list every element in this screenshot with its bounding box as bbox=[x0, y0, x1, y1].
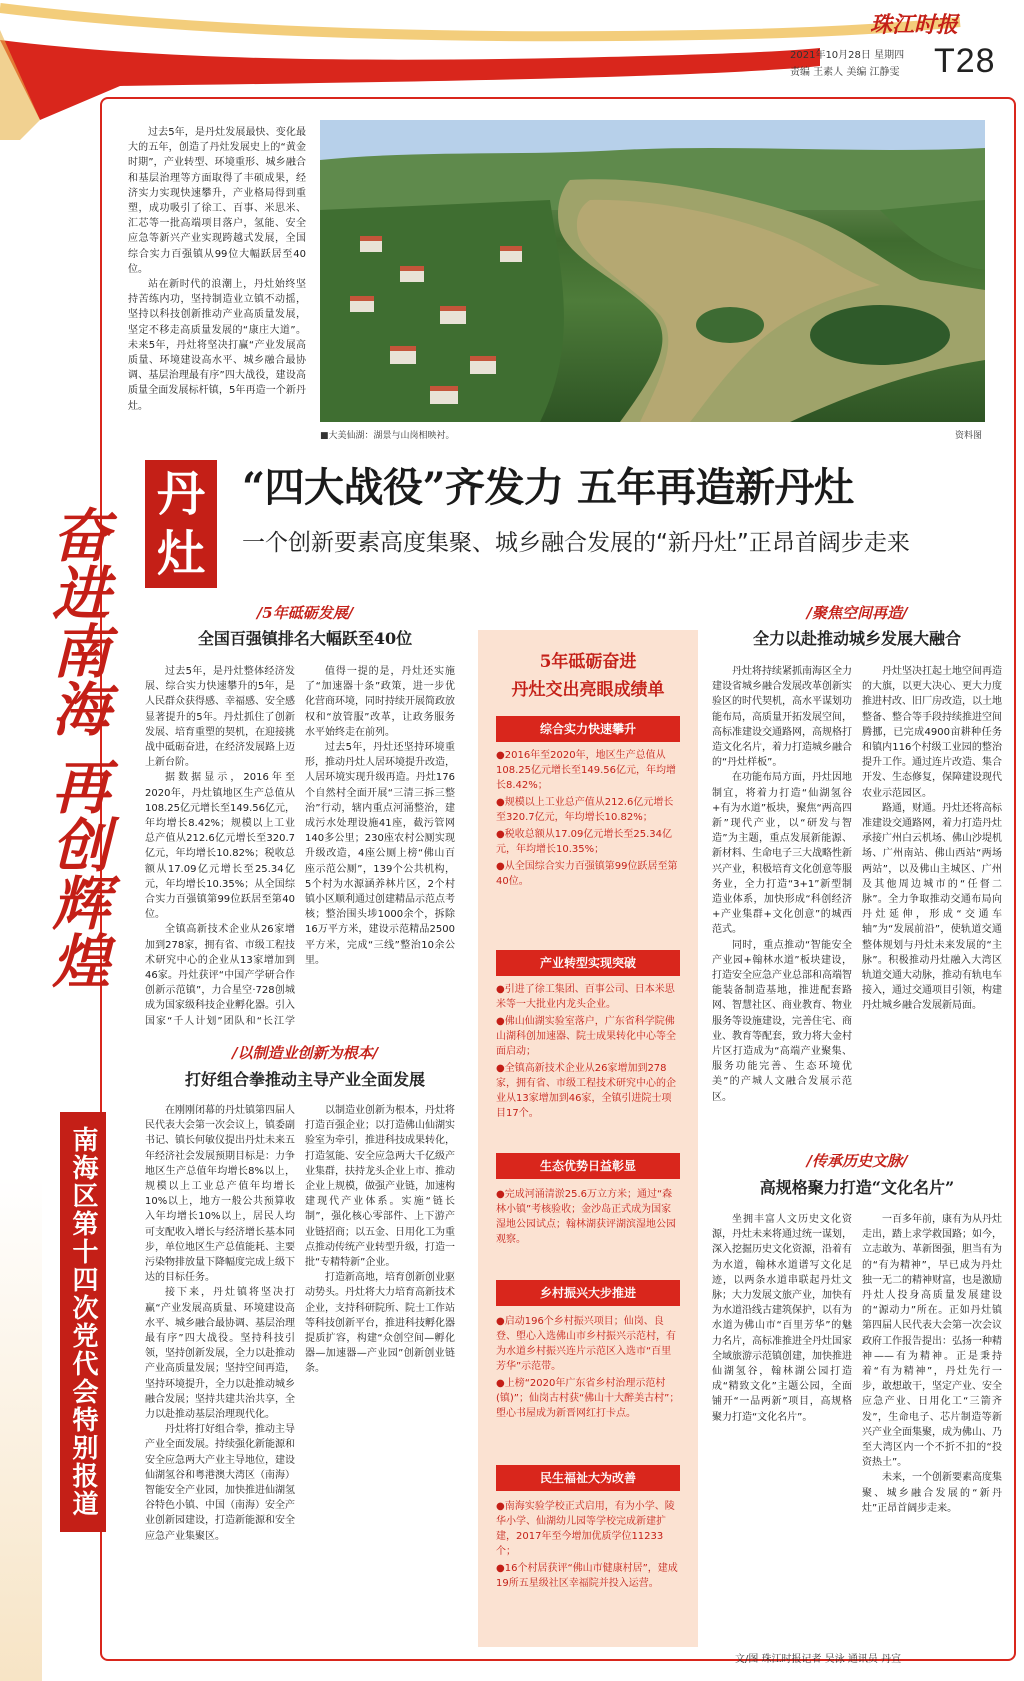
section2-column-right bbox=[305, 1103, 455, 1643]
special-report-banner: 南海区第十四次党代会特别报道 bbox=[60, 1112, 106, 1532]
section-title: 高规格聚力打造“文化名片” bbox=[759, 1178, 955, 1197]
paragraph: 在功能布局方面，丹灶因地制宜，将着力打造“仙湖氢谷+有为水道”板块，聚焦“两高四新”现代产业，以“研发与智造”为主题，重点发展新能源、新材料、生命电子三大战略性新兴产业，积极培育文化创意等服务业，全力打造“3+1”新型制造业体系，加快形成“科创经济+产业集群+文化创意”的城西范式。 bbox=[712, 772, 852, 936]
sidebar-item: ●从全国综合实力百强镇第99位跃居至第40位。 bbox=[496, 861, 678, 887]
paragraph: 一百多年前，康有为从丹灶走出，踏上求学救国路；如今，立志敢为、革新图强，胆当有为的“有为精神”，早已成为丹灶独一无二的精神财富，也是激励丹灶人投身高质量发展建设的“源动力”所在。正如丹灶镇第四届人民代表大会第一次会议政府工作报告提出：弘扬一种精神——有为精神。正是秉持着“有为精神”，丹灶先行一步，敢想敢干，坚定产业、安全应急产业、日用化工“三箭齐发”，生命电子、芯片制造等新兴产业全面集聚，成为佛山、乃至大湾区内一个不折不扣的“投资热土”。 bbox=[862, 1214, 1002, 1469]
intro-paragraph: 过去5年，是丹灶发展最快、变化最大的五年，创造了丹灶发展史上的“黄金时期”，产业转型、环境重形、城乡融合和基层治理等方面取得了丰硕成果，经济实力实现快速攀升，产业格局得到重塑，成功吸引了徐工、百事、米思米、汇芯等一批高端项目落户，氢能、安全应急等新兴产业实现跨越式发展，全国综合实力百强镇从99位大幅跃居至40位。 bbox=[128, 127, 306, 275]
paragraph: 在刚刚闭幕的丹灶镇第四届人民代表大会第一次会议上，镇委副书记、镇长何敏仪提出丹灶未来五年经济社会发展预期目标是：力争地区生产总值年均增长8%以上，规模以上工业总产值年均增长10%以上，地方一般公共预算收入年均增长10%以上，居民人均可支配收入增长与经济增长基本同步，单位地区生产总值能耗、主要污染物排放量下降幅度完成上级下达的目标任务。 bbox=[145, 1105, 295, 1284]
paragraph: 路通，财通。丹灶还将高标准建设交通路网，着力打造丹灶承接广州白云机场、佛山沙堤机场、广州南站、佛山西站“两场两站”，以及佛山主城区、广州及其他周边城市的“任督二脉”。全力争取推动交通布局向丹灶延伸，形成“交通车轴”为“发展前沿”，使轨道交通整体规划与丹灶未来发展的“主脉”。积极推动丹灶融入大湾区轨道交通大动脉，推动有轨电车接入，通过交通项目引领，构建丹灶城乡融合发展新局面。 bbox=[862, 802, 1002, 1012]
sidebar-section-head: 民生福祉大为改善 bbox=[496, 1465, 680, 1491]
left-decor-band bbox=[0, 0, 42, 1681]
sidebar-item: ●启动196个乡村振兴项目；仙岗、良登、塱心入选佛山市乡村振兴示范村，有为水道乡村振兴连片示范区入选市“百里芳华”示范带。 bbox=[496, 1316, 676, 1372]
paragraph: 过去5年，是丹灶整体经济发展、综合实力快速攀升的5年，是人民群众获得感、幸福感、安全感显著提升的5年。丹灶抓住了创新发展、培育重塑的契机，在迎接挑战中砥砺奋进，在经济发展路上迈上新台阶。 bbox=[145, 666, 295, 769]
paragraph: 全镇高新技术企业从26家增加到278家，拥有省、市级工程技术研究中心的企业从13家增加到46家。丹灶获评“中国产学研合作创新示范镇”，力合星空·728创城成为国家级科技企业孵化器。引入国家“千人计划”团队和“长江学 bbox=[145, 924, 295, 1027]
section3-column-right bbox=[862, 664, 1002, 1134]
paragraph: 接下来，丹灶镇将坚决打赢“产业发展高质量、环境建设高水平、城乡融合最协调、基层治理最有序”四大战役。坚持科技引领，坚持创新发展，全力以赴推动产业高质量发展；坚持空间再造，坚持环境提升，全力以赴推动城乡融合发展；坚持共建共治共享，全力以赴推动基层治理现代化。 bbox=[145, 1287, 295, 1421]
intro-paragraph: 站在新时代的浪潮上，丹灶始终坚持苦练内功，坚持制造业立镇不动摇，坚持以科技创新推动产业高质量发展，坚定不移走高质量发展的“康庄大道”。未来5年，丹灶将坚决打赢“产业发展高质量、环境建设高水平、城乡融合最协调、基层治理最有序”四大战役，建设高质量全面发展标杆镇，5年再造一个新丹灶。 bbox=[128, 279, 306, 412]
photo-credit: 资料图 bbox=[955, 431, 983, 441]
paragraph: 丹灶将持续紧抓南海区全力建设省城乡融合发展改革创新实验区的时代契机，高水平谋划功能布局，高质量开拓发展空间，高标准建设交通路网，高规格打造文化名片，着力打造城乡融合的“丹灶样板”。 bbox=[712, 666, 852, 769]
section4-column-right bbox=[862, 1212, 1002, 1637]
page-number: T28 bbox=[934, 42, 996, 80]
section-title: 打好组合拳推动主导产业全面发展 bbox=[184, 1070, 425, 1089]
section1-column-right bbox=[305, 664, 455, 1029]
paragraph: 未来，一个创新要素高度集聚、城乡融合发展的“新丹灶”正昂首阔步走来。 bbox=[862, 1472, 1002, 1514]
section1-column-left bbox=[145, 664, 295, 1029]
section-tag: /聚焦空间再造/ bbox=[806, 604, 908, 622]
sidebar-section-head: 乡村振兴大步推进 bbox=[496, 1280, 680, 1306]
sidebar-section-head: 生态优势日益彰显 bbox=[496, 1153, 680, 1179]
photo-caption: ■大美仙湖：湖景与山岗相映衬。 bbox=[320, 431, 455, 441]
side-slogan: 奋进南海 再创辉煌 bbox=[42, 505, 110, 990]
sidebar-title-line: 5年砥砺奋进 bbox=[539, 652, 637, 672]
sidebar-item: ●税收总额从17.09亿元增长至25.34亿元，年均增长10.35%； bbox=[496, 829, 672, 855]
sub-headline: 一个创新要素高度集聚、城乡融合发展的“新丹灶”正昂首阔步走来 bbox=[242, 530, 910, 556]
sidebar-item: ●2016年至2020年，地区生产总值从108.25亿元增长至149.56亿元，年均增长8.42%； bbox=[496, 750, 676, 791]
section-title: 全国百强镇排名大幅跃至40位 bbox=[197, 629, 413, 648]
byline: 文/图 珠江时报记者 吴泳 通讯员 丹宣 bbox=[735, 1654, 902, 1665]
paragraph: 坐拥丰富人文历史文化资源，丹灶未来将通过统一谋划，深入挖掘历史文化资源，沿着有为水道，翰林水道谱写文化足迹，以两条水道串联起丹灶文脉；大力发展文旅产业，加快有为水道沿线古建筑保护，以有为水道为佛山市“百里芳华”的魅力名片，高标准推进全丹灶国家全域旅游示范镇创建，加快推进仙湖氢谷，翰林湖公园打造成“精致文化”主题公园，全面铺开“一品两新”项目，高规格聚力打造“文化名片”。 bbox=[712, 1214, 852, 1423]
main-headline: “四大战役”齐发力 五年再造新丹灶 bbox=[242, 464, 854, 511]
sidebar-item: ●规模以上工业总产值从212.6亿元增长至320.7亿元，年均增长10.82%； bbox=[496, 797, 674, 823]
sidebar-section-body bbox=[496, 1499, 680, 1593]
section-title: 全力以赴推动城乡发展大融合 bbox=[752, 629, 961, 648]
section2-column-left bbox=[145, 1103, 295, 1643]
paragraph: 丹灶将打好组合拳，推动主导产业全面发展。持续强化新能源和安全应急两大产业主导地位，建设仙湖氢谷和粤港澳大湾区（南海）智能安全产业园，加快推进仙湖氢谷特色小镇、中国（南海）安全产业创新园建设，打造新能源和安全应急产业集聚区。 bbox=[145, 1424, 295, 1542]
sidebar-section-body bbox=[496, 1187, 680, 1249]
sidebar-section-body bbox=[496, 1314, 680, 1423]
sidebar-section-body bbox=[496, 748, 680, 891]
section3-column-left bbox=[712, 664, 852, 1134]
paragraph: 打造新高地，培育创新创业驱动势头。丹灶将大力培育高新技术企业，支持科研院所、院士工作站等科技创新平台，推进科技孵化器提质扩容，构建“众创空间—孵化器—加速器—产业园”创新创业链条。 bbox=[305, 1272, 455, 1375]
sidebar-item: ●佛山仙湖实验室落户，广东省科学院佛山湖科创加速器、院士成果转化中心等全面启动； bbox=[496, 1016, 676, 1057]
issue-date: 2021年10月28日 星期四 bbox=[790, 50, 905, 61]
paragraph: 以制造业创新为根本，丹灶将打造百强企业；以打造佛山仙湖实验室为牵引，推进科技成果转化，打造氢能、安全应急两大千亿级产业集群，扶持龙头企业上市、推动企业上规模，做强产业链，加速构建现代产业体系。实施“链长制”，强化核心零部件、上下游产业链招商；以五金、日用化工为重点推动传统产业转型升级，打造一批“专精特新”企业。 bbox=[305, 1105, 455, 1269]
sidebar-title bbox=[478, 648, 698, 704]
sidebar-item: ●上榜“2020年广东省乡村治理示范村(镇)”；仙岗古村获“佛山十大醉美古村”；塱心书屋成为新晋网红打卡点。 bbox=[496, 1378, 680, 1419]
section-tag: /5年砥砺发展/ bbox=[256, 604, 354, 622]
sidebar-item: ●全镇高新技术企业从26家增加到278家，拥有省、市级工程技术研究中心的企业从13家增加到46家，全镇引进院士项目17个。 bbox=[496, 1063, 676, 1119]
sidebar-section-head: 产业转型实现突破 bbox=[496, 950, 680, 976]
sidebar-item: ●引进了徐工集团、百事公司、日本米思米等一大批业内龙头企业。 bbox=[496, 984, 675, 1010]
location-badge: 丹灶 bbox=[145, 460, 217, 588]
paragraph: 据数据显示，2016年至2020年，丹灶镇地区生产总值从108.25亿元增长至149.56亿元，年均增长8.42%；规模以上工业总产值从212.6亿元增长至320.7亿元，年均增长10.82%；税收总额从17.09亿元增长至25.34亿元，年均增长10.35%；从全国综合实力百强镇第99位跃居至第40位。 bbox=[145, 772, 295, 921]
sidebar-item: ●南海实验学校正式启用，有为小学、陵华小学、仙湖幼儿园等学校完成新建扩建，2017年至今增加优质学位11233个； bbox=[496, 1501, 675, 1557]
sidebar-item: ●完成河涌清淤25.6万立方米；通过“森林小镇”考核验收；金沙岛正式成为国家湿地公园试点；翰林湖获评湖滨湿地公园观察。 bbox=[496, 1189, 676, 1245]
editors-line: 责编 王素人 美编 江静雯 bbox=[790, 67, 900, 78]
paragraph: 同时，重点推动“智能安全产业园+翰林水道”板块建设，打造安全应急产业总部和高端智能装备制造基地，推进配套路网、智慧社区、商业教育、物业服务等设施建设，完善住宅、商业、教育等配套，致力将大金村片区打造成为“高端产业聚集、服务功能完善、生态环境优美”的产城人文融合发展示范区。 bbox=[712, 939, 852, 1103]
section-tag: /以制造业创新为根本/ bbox=[232, 1044, 378, 1062]
section-tag: /传承历史文脉/ bbox=[806, 1152, 908, 1170]
sidebar-title-line: 丹灶交出亮眼成绩单 bbox=[511, 680, 665, 700]
section4-column-left bbox=[712, 1212, 852, 1637]
newspaper-logo: 珠江时报 bbox=[870, 12, 959, 38]
sidebar-section-body bbox=[496, 982, 680, 1123]
paragraph: 值得一提的是，丹灶还实施了“加速器十条”政策，进一步优化营商环境，同时持续开展简政放权和“放管服”改革，让政务服务水平始终走在前列。 bbox=[305, 666, 455, 738]
lake-landscape-photo bbox=[320, 120, 985, 422]
intro-text bbox=[128, 125, 306, 414]
sidebar-item: ●16个村居获评“佛山市健康村居”，建成19所五星级社区幸福院并投入运营。 bbox=[496, 1563, 678, 1589]
paragraph: 丹灶坚决扛起土地空间再造的大旗，以更大决心、更大力度推进村改、旧厂房改造，以土地整备、整合等手段持续推进空间腾挪，已完成4900亩耕种任务和镇内116个村级工业园的整治提升工作。通过连片改造、集合开发、生态修复，保障建设现代农业示范园区。 bbox=[862, 666, 1002, 799]
sidebar-section-head: 综合实力快速攀升 bbox=[496, 716, 680, 742]
paragraph: 过去5年，丹灶还坚持环境重形，推动丹灶人居环境提升改造，人居环境实现升级再造。丹灶176个自然村全面开展“三清三拆三整治”行动，辖内重点河涌整治，建成污水处理设施41座，截污管网140多公里；230座农村公厕实现升级改造，4座公厕上榜“佛山百座示范公厕”，139个公共机构，5个村为水源涵养林片区，2个村镇小区顺利通过创建精品示范点考核；整治围头埗1000余个，拆除16万平方米，建设示范精品2500平方米，完成“三线”整治10余公里。 bbox=[305, 742, 455, 966]
